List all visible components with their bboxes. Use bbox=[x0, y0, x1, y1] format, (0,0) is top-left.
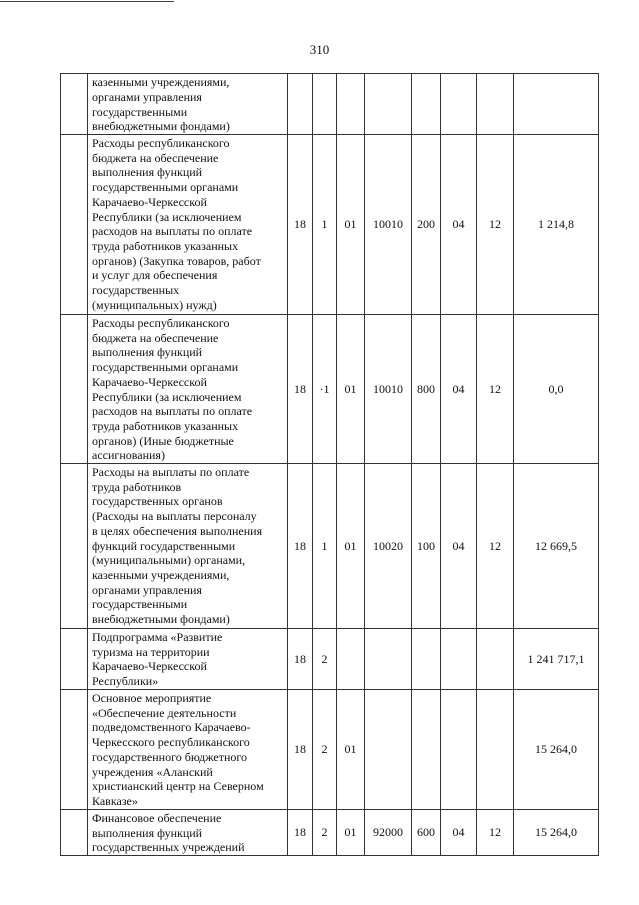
expense-type-cell bbox=[412, 690, 441, 810]
ministry-code-cell: 18 bbox=[288, 135, 313, 315]
ministry-code-cell: 18 bbox=[288, 629, 313, 690]
direction-code-cell bbox=[365, 629, 412, 690]
expense-type-cell: 600 bbox=[412, 810, 441, 856]
description-cell: Расходы республиканского бюджета на обеспечение выполнения функций государственными органами Карачаево-Черкесской Республики (за исключением расходов на выплаты по оплате труда работников указанных органов) (Закупка товаров, работ и услуг для обеспечения государственных (муниципальных) нужд) bbox=[88, 135, 288, 315]
direction-code-cell: 92000 bbox=[365, 810, 412, 856]
ministry-code-cell: 18 bbox=[288, 690, 313, 810]
subsection-cell: 12 bbox=[477, 315, 514, 464]
row-number-cell bbox=[61, 135, 88, 315]
description-cell: Основное мероприятие «Обеспечение деятельности подведомственного Карачаево- Черкесского республиканского государственного бюджетного учреждения «Аланский христианский центр на Северном Кавказе» bbox=[88, 690, 288, 810]
table-row bbox=[61, 74, 599, 135]
ministry-code-cell: 18 bbox=[288, 464, 313, 629]
table-row bbox=[61, 135, 599, 315]
ministry-code-cell: 18 bbox=[288, 810, 313, 856]
row-number-cell bbox=[61, 315, 88, 464]
expense-type-cell: 200 bbox=[412, 135, 441, 315]
section-cell bbox=[441, 690, 477, 810]
budget-table bbox=[60, 73, 599, 856]
table-row bbox=[61, 690, 599, 810]
table-row bbox=[61, 810, 599, 856]
row-number-cell bbox=[61, 464, 88, 629]
section-cell: 04 bbox=[441, 135, 477, 315]
row-number-cell bbox=[61, 810, 88, 856]
description-cell: Подпрограмма «Развитие туризма на территории Карачаево-Черкесской Республики» bbox=[88, 629, 288, 690]
table-row bbox=[61, 315, 599, 464]
description-cell: Расходы республиканского бюджета на обеспечение выполнения функций государственными органами Карачаево-Черкесской Республики (за исключением расходов на выплаты по оплате труда работников указанных органов) (Иные бюджетные ассигнования) bbox=[88, 315, 288, 464]
expense-type-cell bbox=[412, 74, 441, 135]
subsection-cell: 12 bbox=[477, 464, 514, 629]
event-code-cell bbox=[337, 629, 365, 690]
row-number-cell bbox=[61, 629, 88, 690]
ministry-code-cell: 18 bbox=[288, 315, 313, 464]
direction-code-cell bbox=[365, 690, 412, 810]
amount-cell: 15 264,0 bbox=[514, 810, 599, 856]
direction-code-cell bbox=[365, 74, 412, 135]
subsection-cell: 12 bbox=[477, 135, 514, 315]
expense-type-cell bbox=[412, 629, 441, 690]
header-rule bbox=[0, 1, 174, 2]
description-cell: Расходы на выплаты по оплате труда работников государственных органов (Расходы на выплаты персоналу в целях обеспечения выполнения функций государственными (муниципальными) органами, казенными учреждениями, органами управления государственными внебюджетными фондами) bbox=[88, 464, 288, 629]
event-code-cell bbox=[337, 74, 365, 135]
section-cell: 04 bbox=[441, 810, 477, 856]
section-cell: 04 bbox=[441, 315, 477, 464]
program-code-cell: 2 bbox=[313, 690, 337, 810]
amount-cell bbox=[514, 74, 599, 135]
subsection-cell bbox=[477, 629, 514, 690]
program-code-cell: 1 bbox=[313, 135, 337, 315]
description-cell: Финансовое обеспечение выполнения функций государственных учреждений bbox=[88, 810, 288, 856]
event-code-cell: 01 bbox=[337, 464, 365, 629]
direction-code-cell: 10010 bbox=[365, 135, 412, 315]
row-number-cell bbox=[61, 74, 88, 135]
amount-cell: 0,0 bbox=[514, 315, 599, 464]
amount-cell: 1 241 717,1 bbox=[514, 629, 599, 690]
ministry-code-cell bbox=[288, 74, 313, 135]
program-code-cell bbox=[313, 74, 337, 135]
program-code-cell: 2 bbox=[313, 629, 337, 690]
expense-type-cell: 100 bbox=[412, 464, 441, 629]
direction-code-cell: 10020 bbox=[365, 464, 412, 629]
section-cell: 04 bbox=[441, 464, 477, 629]
subsection-cell bbox=[477, 690, 514, 810]
event-code-cell: 01 bbox=[337, 135, 365, 315]
amount-cell: 12 669,5 bbox=[514, 464, 599, 629]
program-code-cell: ·1 bbox=[313, 315, 337, 464]
amount-cell: 15 264,0 bbox=[514, 690, 599, 810]
event-code-cell: 01 bbox=[337, 315, 365, 464]
table-row bbox=[61, 629, 599, 690]
expense-type-cell: 800 bbox=[412, 315, 441, 464]
program-code-cell: 2 bbox=[313, 810, 337, 856]
program-code-cell: 1 bbox=[313, 464, 337, 629]
direction-code-cell: 10010 bbox=[365, 315, 412, 464]
description-cell: казенными учреждениями, органами управления государственными внебюджетными фондами) bbox=[88, 74, 288, 135]
subsection-cell: 12 bbox=[477, 810, 514, 856]
subsection-cell bbox=[477, 74, 514, 135]
section-cell bbox=[441, 74, 477, 135]
amount-cell: 1 214,8 bbox=[514, 135, 599, 315]
section-cell bbox=[441, 629, 477, 690]
event-code-cell: 01 bbox=[337, 810, 365, 856]
row-number-cell bbox=[61, 690, 88, 810]
page-number: 310 bbox=[309, 42, 330, 57]
event-code-cell: 01 bbox=[337, 690, 365, 810]
table-row bbox=[61, 464, 599, 629]
